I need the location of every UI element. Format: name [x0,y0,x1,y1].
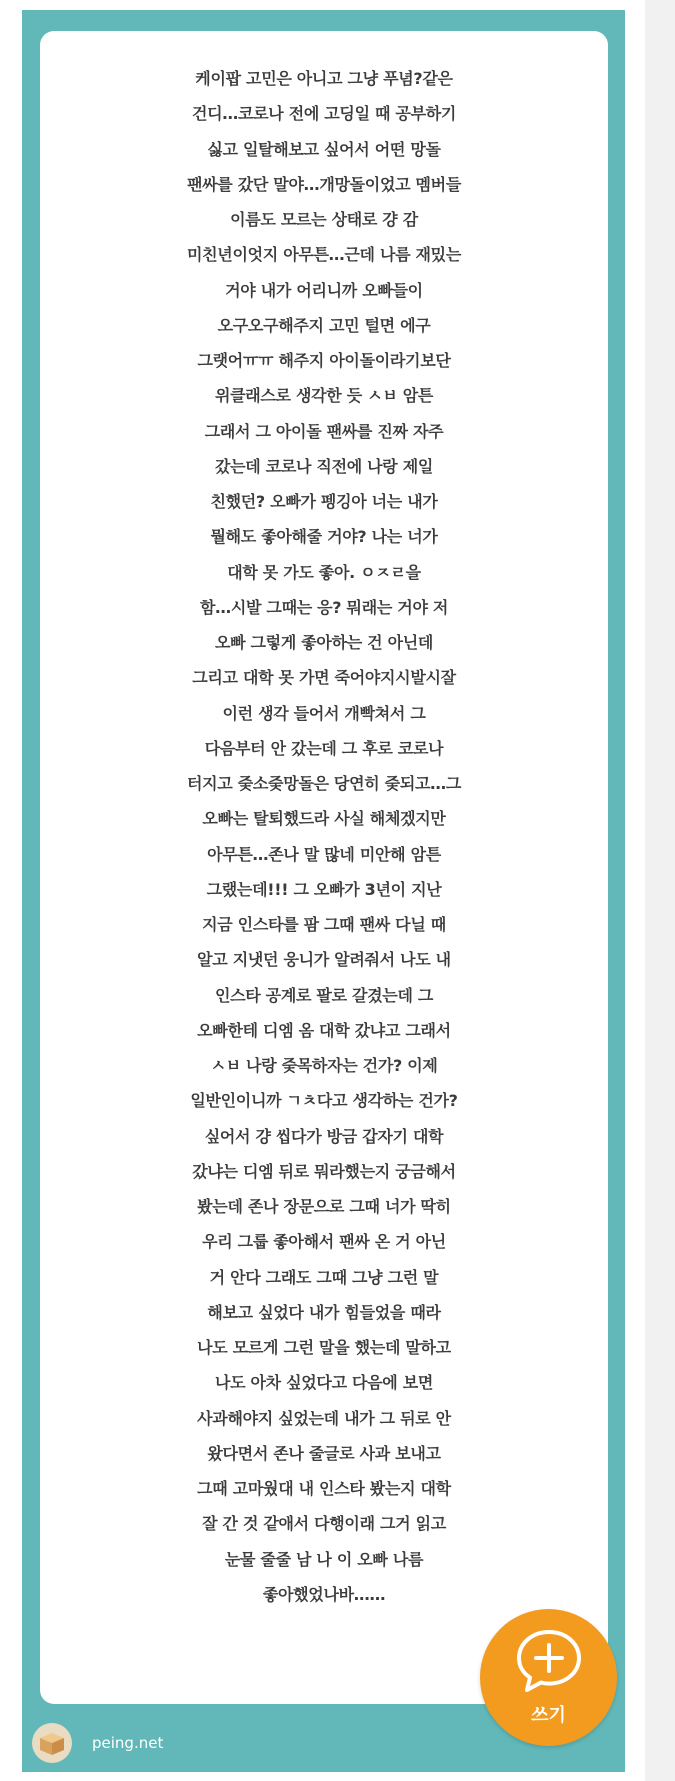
question-text-line: 갔는데 코로나 직전에 나랑 제일 [214,456,434,476]
question-card-body [40,31,608,1726]
question-text-line: 알고 지냇던 웅니가 알려줘서 나도 내 [197,950,451,970]
question-text-line: 거 안다 그래도 그때 그냥 그런 말 [209,1267,439,1287]
question-text-line: 오빠는 탈퇴했드라 사실 해체겠지만 [202,809,446,829]
question-text-line: 일반인이니까 ㄱㅊ다고 생각하는 건가? [190,1091,458,1111]
question-text-line: 그랬는데!!! 그 오빠가 3년이 지난 [206,879,442,899]
question-text-line: 나도 모르게 그런 말을 했는데 말하고 [197,1338,451,1357]
question-text-line: 오구오구해주지 고민 털면 에구 [217,315,431,335]
question-text-line: 거야 내가 어리니까 오빠들이 [225,280,423,300]
question-text-line: 그랫어ㅠㅠ 해주지 아이돌이라기보단 [197,351,451,370]
question-text-line: ㅅㅂ 나랑 줒목하자는 건가? 이제 [210,1056,438,1075]
question-text-line: 좋아했었나바…… [262,1584,386,1604]
question-text-line: 싶어서 걍 씹다가 방금 갑자기 대학 [204,1126,444,1146]
question-text-line: 미친년이엇지 아무튼…근데 나름 재밌는 [186,245,461,265]
question-text-line: 잘 간 것 같애서 다행이래 그거 읽고 [202,1514,446,1534]
question-text-line: 지금 인스타를 팜 그때 팬싸 다닐 때 [202,915,446,934]
footer [32,1723,163,1763]
question-text-line: 봤는데 존나 장문으로 그때 너가 딱히 [197,1197,451,1216]
question-text-line: 해보고 싶었다 내가 힘들었을 때라 [207,1302,441,1322]
question-text-line: 눈물 줄줄 남 나 이 오빠 나름 [224,1549,424,1569]
question-text-line: 우리 그룹 좋아해서 팬싸 온 거 아닌 [202,1232,446,1252]
question-text-line: 터지고 줒소줒망돌은 당연히 줒되고…그 [186,774,461,793]
speech-bubble-plus-icon [513,1626,585,1698]
question-text-line: 팬싸를 갔단 말야…개망돌이었고 멤버들 [186,174,461,194]
question-text-line: 나도 아차 싶었다고 다음에 보면 [214,1373,434,1393]
question-text-line: 다음부터 안 갔는데 그 후로 코로나 [204,738,444,758]
question-text-line: 오빠한테 디엠 옴 대학 갔냐고 그래서 [197,1020,451,1040]
question-text-line: 위클래스로 생각한 듯 ㅅㅂ 암튼 [214,386,434,406]
question-text-line: 이름도 모르는 상태로 걍 감 [230,210,418,229]
scrollbar-track[interactable] [645,0,675,1781]
question-text-line: 아무튼…존나 말 많네 미안해 암튼 [207,844,441,864]
question-text-line: 케이팝 고민은 아니고 그냥 푸념?같은 [195,69,453,88]
write-button[interactable] [480,1609,617,1746]
footer-site-name[interactable]: peing.net [92,1734,164,1752]
question-text-line: 이런 생각 들어서 개빡쳐서 그 [222,703,426,723]
question-text-line: 그래서 그 아이돌 팬싸를 진짜 자주 [204,421,444,441]
question-text-line: 오빠 그렇게 좋아하는 건 아닌데 [214,633,434,652]
question-text-line: 친했던? 오빠가 펭깅아 너는 내가 [210,492,438,511]
question-text-line: 인스타 공계로 팔로 갈겼는데 그 [214,985,434,1005]
question-text-line: 갔냐는 디엠 뒤로 뭐라했는지 궁금해서 [192,1161,456,1181]
question-text-line: 함…시발 그때는 응? 뭐래는 거야 저 [199,597,449,617]
question-text-line: 건디…코로나 전에 고딩일 때 공부하기 [191,104,457,124]
question-text-line: 그때 고마웠대 내 인스타 봤는지 대학 [197,1479,451,1498]
question-card [22,10,625,1772]
question-text [40,61,608,1612]
question-text-line: 왔다면서 존나 줄글로 사과 보내고 [207,1443,441,1463]
cardboard-box-icon [32,1723,72,1763]
question-text-line: 그리고 대학 못 가면 죽어야지시발시잘 [192,668,456,688]
question-text-line: 뭘해도 좋아해줄 거야? 나는 너가 [210,527,438,547]
question-text-line: 사과해야지 싶었는데 내가 그 뒤로 안 [197,1408,451,1428]
question-text-line: 대학 못 가도 좋아. ㅇㅈㄹ을 [227,562,421,582]
question-text-line: 싫고 일탈해보고 싶어서 어떤 망돌 [207,139,441,159]
write-button-label: 쓰기 [531,1705,566,1726]
